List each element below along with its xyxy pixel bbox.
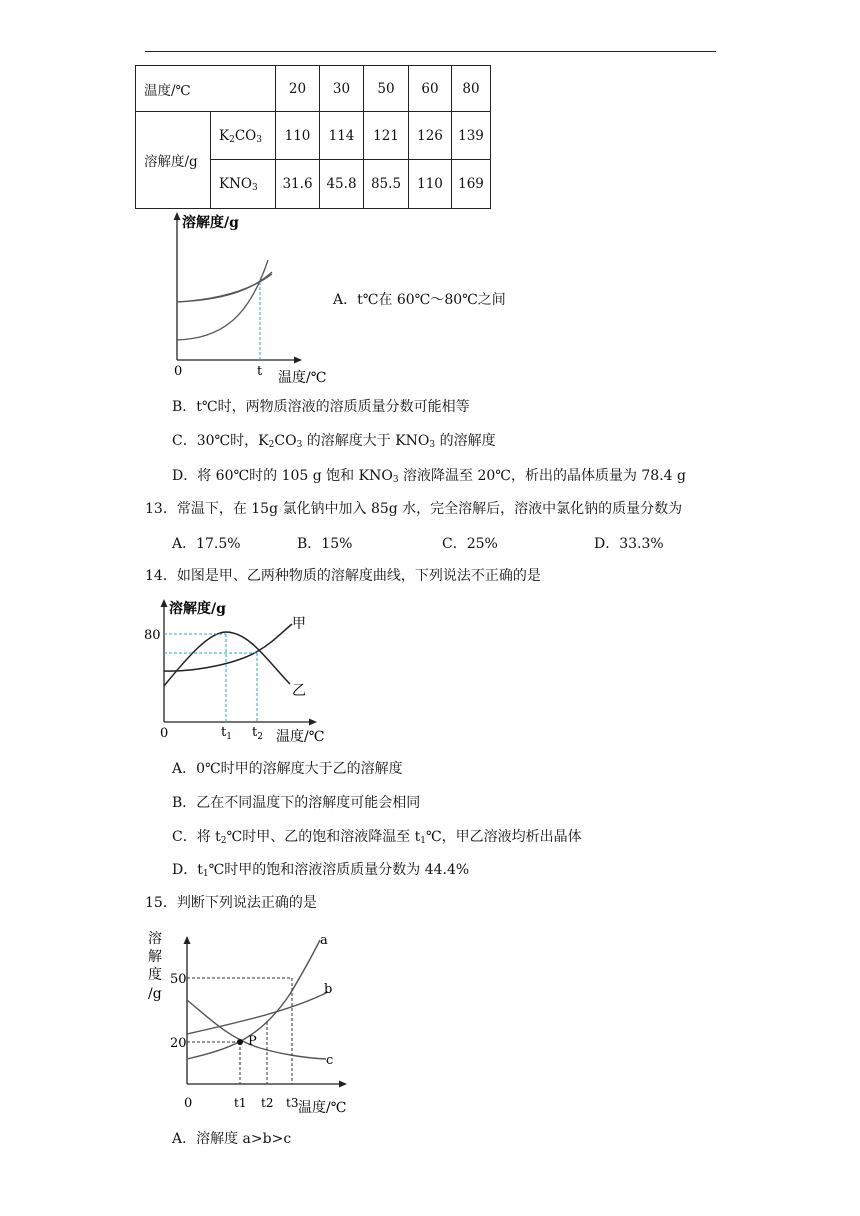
origin-label: 0	[184, 1096, 193, 1111]
table-temp-cell: 30	[320, 66, 364, 112]
table-substance-k2co3: $K_2CO_3$	[211, 112, 276, 160]
y-tick-50: 50	[170, 972, 187, 987]
header-rule	[145, 51, 716, 52]
t2-label: $t_2$	[252, 725, 263, 742]
y-label-char-2: 解	[148, 949, 162, 965]
q12-option-a: A．t℃在 60℃～80℃之间	[333, 292, 506, 308]
x-axis-arrow	[309, 719, 317, 726]
table-header-label: 温度/℃	[136, 66, 276, 112]
solubility-graph-1	[160, 208, 340, 388]
curve-a-label: a	[320, 933, 328, 948]
table-cell: 139	[452, 112, 491, 160]
q14-option-d: D．$t_1℃$时甲的饱和溶液溶质质量分数为 44.4%	[172, 862, 470, 879]
y-label-char-3: 度	[148, 967, 162, 983]
y-label-char-1: 溶	[148, 931, 162, 947]
t3-label: t3	[286, 1096, 299, 1110]
q14-stem: 14．如图是甲、乙两种物质的溶解度曲线，下列说法不正确的是	[145, 568, 541, 584]
y-label-char-4: /g	[148, 986, 162, 1002]
table-cell: 110	[409, 160, 452, 209]
y-axis-label: 溶解度/g	[169, 601, 226, 617]
point-p-label: P	[248, 1034, 257, 1049]
x-axis-label: 温度/℃	[276, 729, 325, 745]
table-cell: 85.5	[364, 160, 409, 209]
t1-label: t1	[234, 1096, 247, 1110]
table-temp-cell: 80	[452, 66, 491, 112]
table-temp-cell: 60	[409, 66, 452, 112]
table-temp-cell: 20	[276, 66, 320, 112]
curve-jia-label: 甲	[292, 616, 306, 632]
q13-option-c: C．25%	[442, 536, 498, 552]
table-cell: 121	[364, 112, 409, 160]
y-axis-arrow	[174, 212, 181, 220]
table-cell: 114	[320, 112, 364, 160]
y-axis-label: 溶解度/g	[182, 215, 239, 231]
y-tick-20: 20	[170, 1036, 187, 1051]
q13-option-b: B．15%	[297, 536, 353, 552]
q14-option-a: A．0℃时甲的溶解度大于乙的溶解度	[172, 761, 403, 777]
x-axis-label: 温度/℃	[278, 370, 327, 386]
solubility-graph-3	[140, 924, 360, 1122]
y-axis-arrow	[184, 936, 191, 944]
y-tick-80: 80	[144, 628, 161, 643]
curve-k2co3	[177, 274, 272, 302]
q12-option-c: C．30℃时，$K_2CO_3$ 的溶解度大于 $KNO_3$ 的溶解度	[172, 433, 496, 450]
q14-option-c: C．将 $t_2℃$时甲、乙的饱和溶液降温至 $t_1℃$，甲乙溶液均析出晶体	[172, 829, 582, 846]
solubility-table	[135, 65, 491, 209]
q13-stem: 13．常温下，在 15g 氯化钠中加入 85g 水，完全溶解后，溶液中氯化钠的质量分数为	[145, 501, 683, 517]
origin-label: 0	[174, 364, 183, 379]
q13-option-a: A．17.5%	[172, 536, 241, 552]
curve-b	[187, 992, 328, 1034]
x-axis-label: 温度/℃	[298, 1100, 347, 1116]
solubility-graph-2	[140, 594, 350, 750]
x-axis-arrow	[294, 357, 302, 364]
q14-option-b: B．乙在不同温度下的溶解度可能会相同	[172, 795, 421, 811]
table-substance-kno3: $KNO_3$	[211, 160, 276, 209]
table-cell: 31.6	[276, 160, 320, 209]
q13-option-d: D．33.3%	[594, 536, 664, 552]
table-cell: 126	[409, 112, 452, 160]
origin-label: 0	[160, 726, 169, 741]
point-p	[237, 1039, 243, 1045]
curve-yi-label: 乙	[292, 683, 306, 699]
t2-label: t2	[261, 1096, 274, 1110]
t1-label: $t_1$	[221, 725, 232, 742]
y-axis-arrow	[161, 599, 168, 607]
t-label: t	[257, 364, 263, 379]
q15-option-a: A．溶解度 a>b>c	[172, 1131, 292, 1147]
x-axis-arrow	[339, 1081, 347, 1088]
table-cell: 45.8	[320, 160, 364, 209]
q12-option-b: B．t℃时，两物质溶液的溶质质量分数可能相等	[172, 399, 470, 415]
curve-c-label: c	[326, 1053, 334, 1068]
curve-yi	[164, 632, 290, 686]
curve-b-label: b	[324, 982, 333, 997]
q15-stem: 15．判断下列说法正确的是	[145, 895, 317, 911]
table-temp-cell: 50	[364, 66, 409, 112]
q12-option-d: D．将 60℃时的 105 g 饱和 $KNO_3$ 溶液降温至 20℃，析出的晶体质量为 78.4 g	[172, 468, 686, 485]
table-cell: 110	[276, 112, 320, 160]
curve-lower	[177, 260, 268, 340]
table-cell: 169	[452, 160, 491, 209]
table-row-group-label: 溶解度/g	[136, 112, 211, 209]
